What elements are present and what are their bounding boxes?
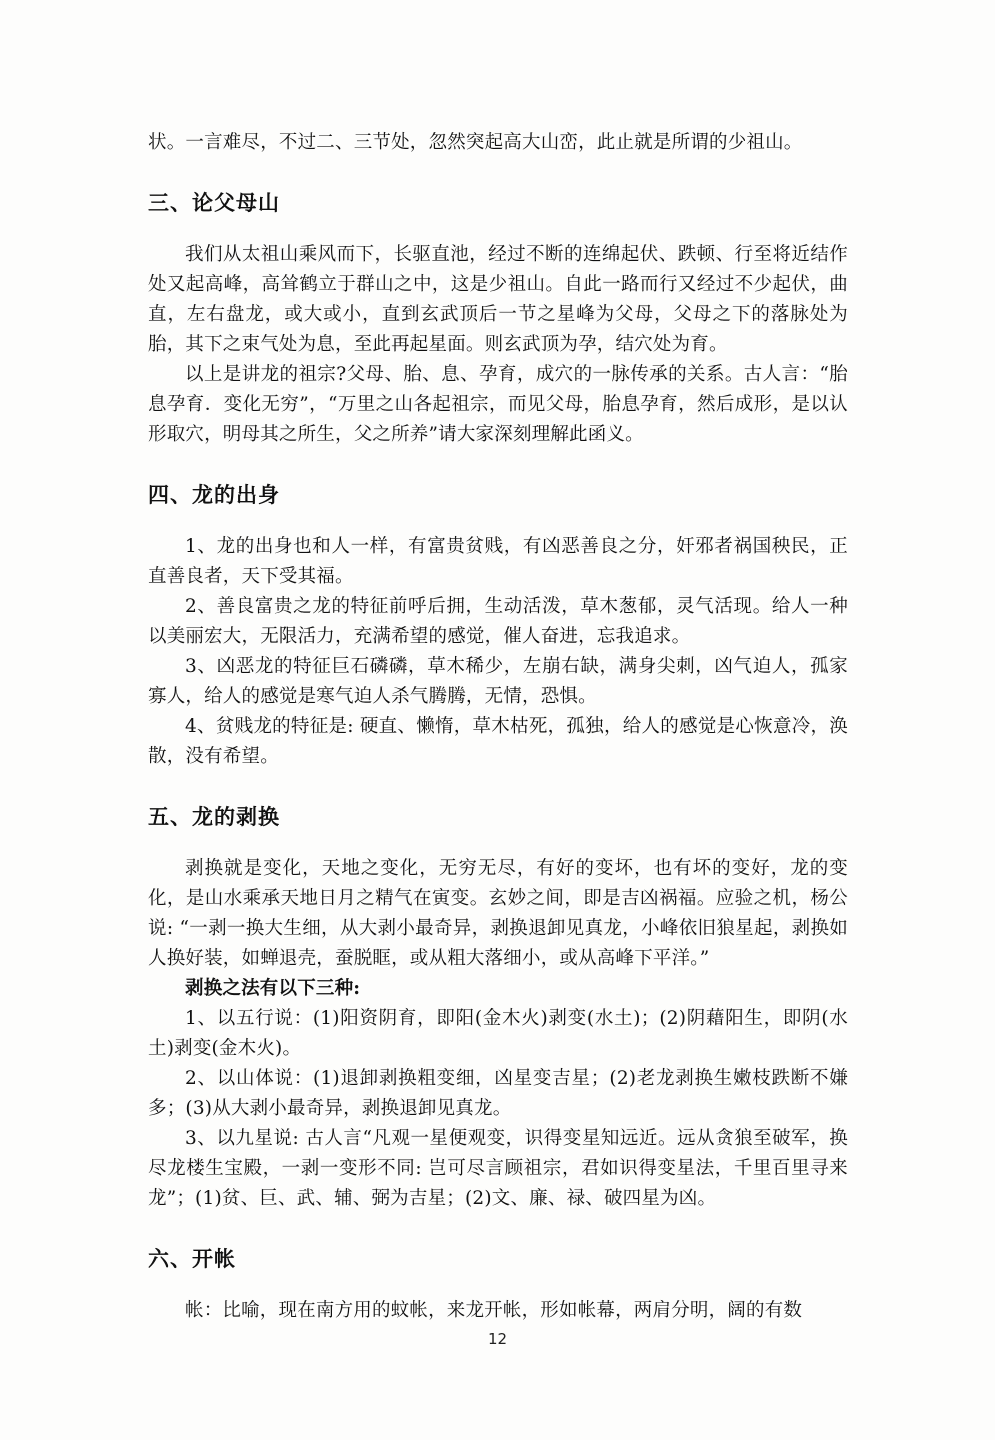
section-5-item-3: 3、以九星说: 古人言“凡观一星便观变，识得变星知远近。远从贪狼至破军，换尽龙楼生宝殿，一剥一变形不同: 岂可尽言顾祖宗，君如识得变星法，千里百里寻来龙”；(1)贫、巨、武、辅、弼为吉星；(2)文、廉、禄、破四星为凶。 [148,1128,848,1209]
section-3-paragraph-1: 我们从太祖山乘风而下，长驱直池，经过不断的连绵起伏、跌顿、行至将近结作处又起高峰，高耸鹤立于群山之中，这是少祖山。自此一路而行又经过不少起伏，曲直，左右盘龙，或大或小，直到玄武顶后一节之星峰为父母，父母之下的落脉处为胎，其下之束气处为息，至此再起星面。则玄武顶为孕，结穴处为育。 [148,244,848,355]
section-5-subheading: 剥换之法有以下三种: [185,978,361,999]
section-5-item-2: 2、以山体说：(1)退卸剥换粗变细，凶星变吉星；(2)老龙剥换生嫩枝跌断不嫌多；(3)从大剥小最奇异，剥换退卸见真龙。 [148,1068,848,1119]
section-heading-4: 四、龙的出身 [148,482,280,507]
section-5-item-1: 1、以五行说：(1)阳资阴育，即阳(金木火)剥变(水土)；(2)阴藉阳生，即阴(水土)剥变(金木火)。 [148,1008,848,1059]
page-content [148,128,848,1326]
section-4-item-3: 3、凶恶龙的特征巨石磷磷，草木稀少，左崩右缺，满身尖刺，凶气迫人，孤家寡人，给人的感觉是寒气迫人杀气腾腾，无情，恐惧。 [148,656,848,707]
section-4-item-4: 4、贫贱龙的特征是: 硬直、懒惰，草木枯死，孤独，给人的感觉是心恢意冷，涣散，没有希望。 [148,716,848,767]
section-heading-5: 五、龙的剥换 [148,804,280,829]
section-3-paragraph-2: 以上是讲龙的祖宗?父母、胎、息、孕育，成穴的一脉传承的关系。古人言：“胎息孕育．变化无穷”，“万里之山各起祖宗，而见父母，胎息孕育，然后成形，是以认形取穴，明母其之所生，父之所养”请大家深刻理解此函义。 [148,364,848,445]
section-4-item-1: 1、龙的出身也和人一样，有富贵贫贱，有凶恶善良之分，奸邪者祸国秧民，正直善良者，天下受其福。 [148,536,848,587]
section-4-item-2: 2、善良富贵之龙的特征前呼后拥，生动活泼，草木葱郁，灵气活现。给人一种以美丽宏大，无限活力，充满希望的感觉，催人奋进，忘我追求。 [148,596,848,647]
section-6-paragraph-1: 帐：比喻，现在南方用的蚊帐，来龙开帐，形如帐幕，两肩分明，阔的有数 [185,1300,803,1321]
page-number: 12 [487,1330,508,1348]
section-heading-6: 六、开帐 [148,1246,236,1271]
section-heading-3: 三、论父母山 [148,190,280,215]
section-5-paragraph-1: 剥换就是变化，天地之变化，无穷无尽，有好的变坏，也有坏的变好，龙的变化，是山水乘承天地日月之精气在寅变。玄妙之间，即是吉凶祸福。应验之机，杨公说: “一剥一换大生细，从大剥小最奇异，剥换退卸见真龙，小峰依旧狼星起，剥换如人换好装，如蝉退壳，蚕脱眶，或从粗大落细小，或从高峰下平洋。” [148,858,848,969]
opening-paragraph: 状。一言难尽，不过二、三节处，忽然突起高大山峦，此止就是所谓的少祖山。 [148,132,803,153]
